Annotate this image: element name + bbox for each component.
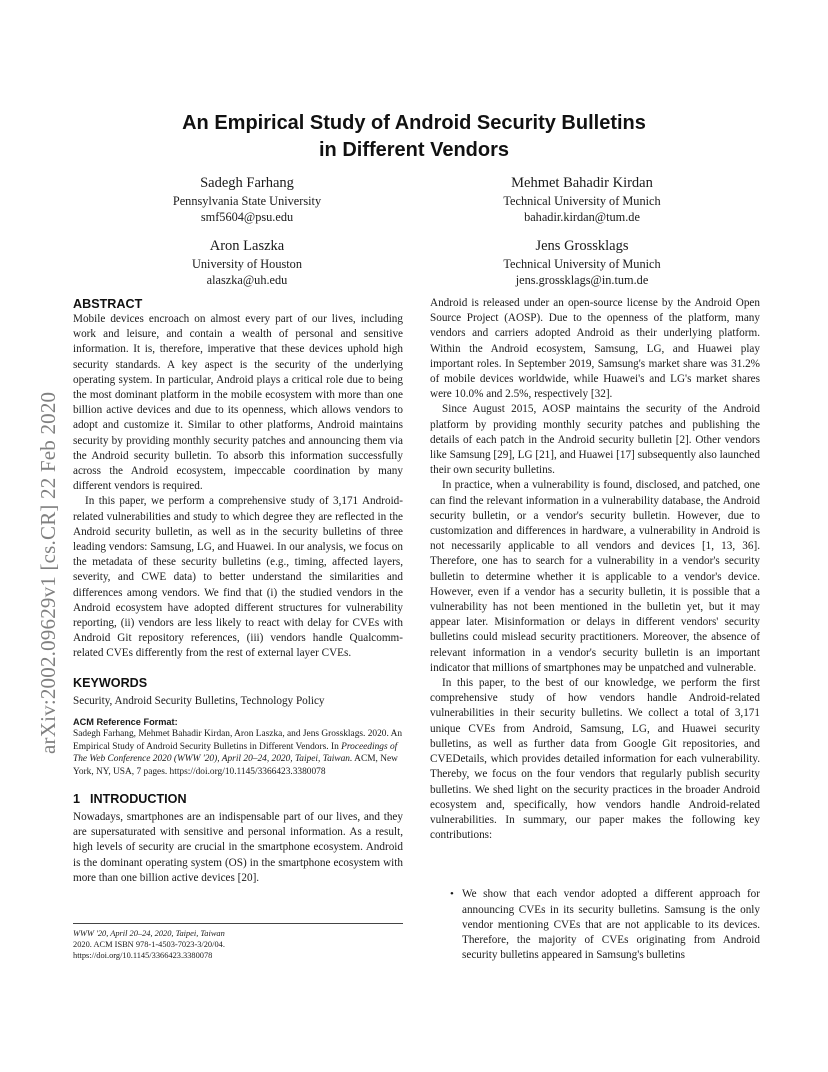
acm-reference-venue: Proceedings of The Web Conference 2020 (WWW '20), April 20–24, 2020, Taipei, Taiwan. (73, 741, 398, 765)
list-item (430, 887, 760, 963)
footnote-venue: WWW '20, April 20–24, 2020, Taipei, Taiwan (73, 929, 225, 938)
author-name: Aron Laszka (209, 238, 285, 254)
paper-title-line-2: in Different Vendors (318, 139, 510, 161)
section-title: INTRODUCTION (90, 792, 187, 807)
introduction-paragraph: Nowadays, smartphones are an indispensable part of our lives, and they are supersaturated with sensitive and personal information. As a result, high levels of security are crucial in the smartphone ecosystem. Android is the dominant operating system (OS) in the smartphone ecosystem with more than one billion active devices [20]. (73, 811, 403, 884)
author-affiliation: Technical University of Munich (503, 194, 661, 208)
acm-reference-heading: ACM Reference Format: (73, 716, 178, 727)
bullet-icon: • (450, 888, 454, 901)
body-paragraph: In practice, when a vulnerability is found, disclosed, and patched, one can find the relevant information in a vulnerability database, the Android security bulletin, or a vendor's security bulletin. However, due to customization and differences in hardware, a vulnerability in Android is not necessarily applicable to all vendors and devices [1, 13, 36]. Therefore, one has to search for a vulnerability in a vendor's security bulletin to determine whether it is applicable to a vendor's device. However, even if a vendor has a security bulletin, it is possible that a vulnerability has not been mentioned in the bulletin yet, but it may appear later. Misinformation or delays in different vendors' security bulletins could mislead security practitioners. Moreover, the absence of relevant information in a vendor's security bulletin is an important indicator that millions of smartphones may be unpatched and vulnerable. (430, 479, 760, 674)
author-affiliation: University of Houston (192, 257, 302, 271)
keywords-heading: KEYWORDS (73, 675, 148, 690)
author-email: alaszka@uh.edu (206, 273, 288, 287)
section-number: 1 (73, 792, 81, 807)
author-block (137, 236, 357, 288)
copyright-footnote (73, 923, 403, 962)
author-affiliation: Pennsylvania State University (172, 194, 322, 208)
introduction-heading (73, 791, 403, 807)
acm-reference-tail: ACM, New York, NY, USA, 7 pages. https://doi.org/10.1145/3366423.3380078 (73, 754, 398, 778)
author-email: bahadir.kirdan@tum.de (524, 210, 640, 224)
author-block (472, 173, 692, 225)
author-name: Sadegh Farhang (200, 175, 294, 191)
author-email: jens.grossklags@in.tum.de (515, 273, 649, 287)
footnote-isbn: 2020. ACM ISBN 978-1-4503-7023-3/20/04. (73, 940, 225, 950)
author-block (137, 173, 357, 225)
author-email: smf5604@psu.edu (200, 210, 294, 224)
keywords-text: Security, Android Security Bulletins, Technology Policy (73, 694, 325, 707)
body-paragraph: In this paper, to the best of our knowledge, we perform the first comprehensive study of how vendors handle Android-related vulnerabilities in their security bulletins. We collect a total of 3,171 unique CVEs from Android, Samsung, LG, and Huawei security bulletins, as well as further data from Google Git repositories, and CVEDetails, which provides detailed information for each vulnerability. Thereby, we focus on the four vendors that regularly publish security bulletins. We shed light on the security practices in the broader Android ecosystem and, specifically, how vendors handle Android-related vulnerabilities. In summary, our paper makes the following key contributions: (430, 677, 760, 842)
author-name: Jens Grossklags (535, 238, 629, 254)
author-affiliation: Technical University of Munich (503, 257, 661, 271)
body-paragraph: Android is released under an open-source license by the Android Open Source Project (AOSP). Due to the openness of the platform, many vendors and carriers adopted Android as their underlying platform. Within the Android ecosystem, Samsung, LG, and Huawei play important roles. In September 2019, Samsung's market share was 31.2% of mobile devices worldwide, while Huawei's and LG's market shares were 10.0% and 2.5%, respectively [32]. (430, 297, 760, 401)
arxiv-identifier: arXiv:2002.09629v1 [cs.CR] 22 Feb 2020 (36, 391, 60, 754)
contributions-list (430, 887, 760, 963)
right-column (430, 296, 760, 963)
footnote-doi: https://doi.org/10.1145/3366423.3380078 (73, 951, 213, 961)
list-item-text: We show that each vendor adopted a different approach for announcing CVEs in its security bulletins. Samsung is the only vendor mentioning CVEs that are not applicable to its devices. Therefore, the majority of CVEs originating from Android security bulletins appeared in Samsung's bulletins (462, 888, 760, 962)
left-column (73, 296, 403, 886)
abstract-paragraph: Mobile devices encroach on almost every part of our lives, including work and leisure, and contain a wealth of personal and sensitive information. It is, therefore, imperative that these devices uphold high security standards. A key aspect is the security of the underlying operating system. In particular, Android plays a critical role due to being the most dominant platform in the mobile ecosystem with more than one billion active devices and due to its openness, which allows vendors to adopt and customize it. Similar to other platforms, Android maintains security by providing monthly security patches and announcing them via the Android security bulletin. To absorb this information successfully across the Android ecosystem, impeccable coordination by many different vendors is required. (73, 313, 403, 493)
body-paragraph: Since August 2015, AOSP maintains the security of the Android platform by providing monthly security patches and publishing the details of each patch in the Android security bulletin [2]. Other vendors like Samsung [29], LG [21], and Huawei [17] subsequently also launched their own security bulletins. (430, 403, 760, 477)
abstract-heading: ABSTRACT (73, 297, 143, 311)
acm-reference-authors: Sadegh Farhang, Mehmet Bahadir Kirdan, Aron Laszka, and Jens Grossklags. 2020. An Empirical Study of Android Security Bulletins in Different Vendors. In (73, 728, 403, 752)
acm-reference-text (73, 728, 403, 779)
author-block (472, 236, 692, 288)
author-name: Mehmet Bahadir Kirdan (511, 175, 653, 191)
paper-title-line-1: An Empirical Study of Android Security Bulletins (182, 112, 646, 134)
abstract-paragraph: In this paper, we perform a comprehensive study of 3,171 Android-related vulnerabilities and study to which degree they are reflected in the Android security bulletin, as well as in the security bulletins of three leading vendors: Samsung, LG, and Huawei. In our analysis, we focus on the metadata of these security bulletins (e.g., timing, affected layers, severity, and CWE data) to better understand the similarities and differences among vendors. We find that (i) the studied vendors in the Android ecosystem have adopted different structures for vulnerability reporting, (ii) vendors are less likely to react with delay for CVEs with Android Git repository references, (iii) vendors handle Qualcomm-related CVEs differently from the rest of external layer CVEs. (73, 495, 403, 660)
paper-title (100, 110, 728, 164)
